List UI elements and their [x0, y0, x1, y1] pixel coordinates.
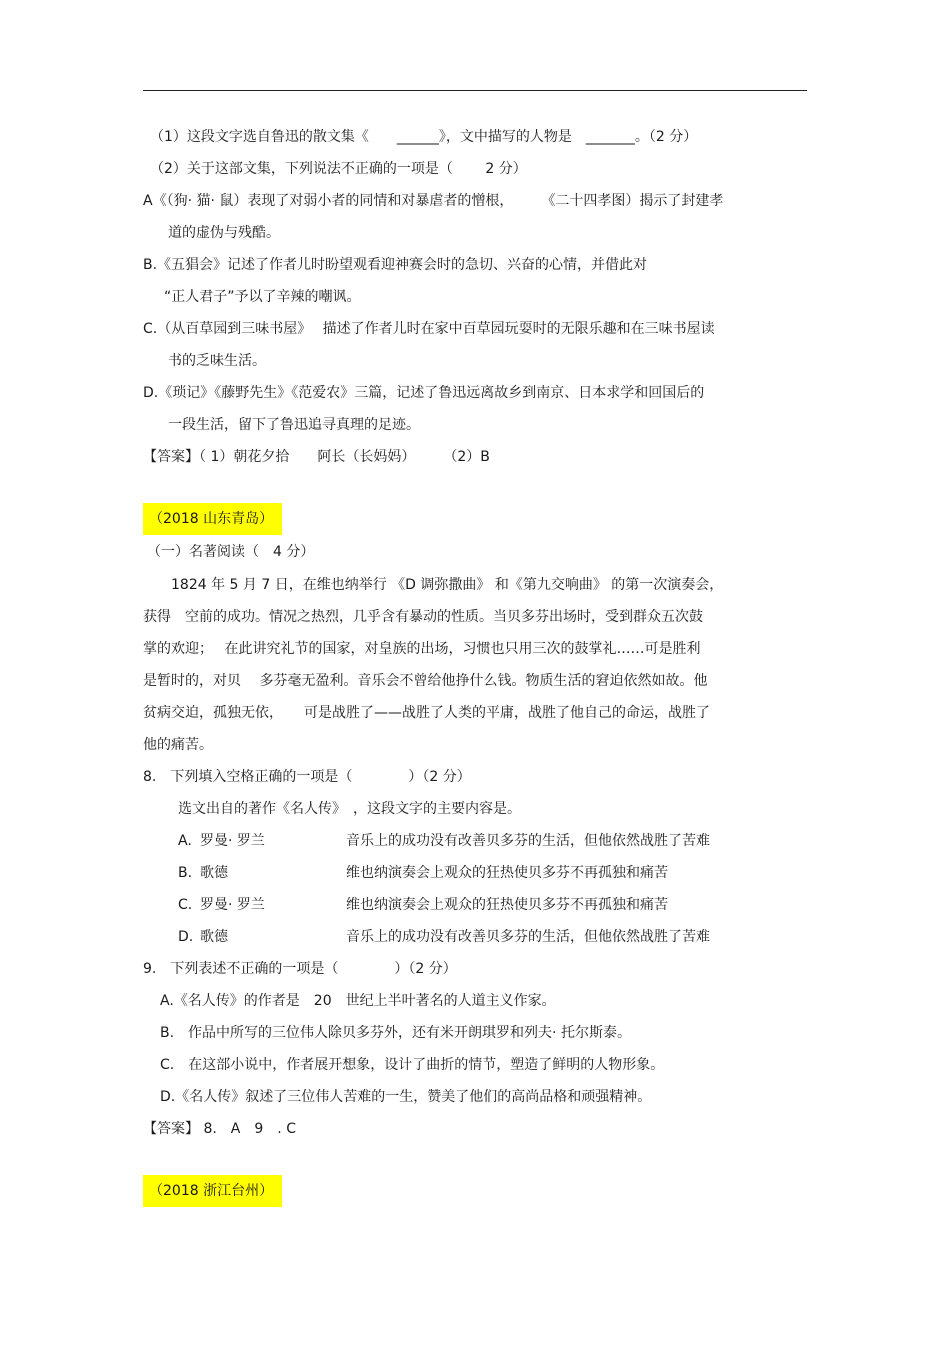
header-rule: [143, 90, 807, 91]
q9-option-a: A.《名人传》的作者是 20 世纪上半叶著名的人道主义作家。: [160, 993, 556, 1009]
option-b-line1: B.《五猖会》记述了作者儿时盼望观看迎神赛会时的急切、兴奋的心情，并借此对: [143, 257, 648, 273]
option-name: 罗曼· 罗兰: [200, 897, 265, 913]
question-8-sub: 选文出自的著作《名人传》 ，这段文字的主要内容是。: [178, 801, 521, 817]
option-letter: B.: [178, 865, 193, 881]
option-a-line1: A《（狗· 猫· 鼠）表现了对弱小者的同情和对暴虐者的憎根， 《二十四孝图）揭示了封建孝: [143, 193, 724, 209]
option-content: 音乐上的成功没有改善贝多芬的生活，但他依然战胜了苦难: [346, 929, 710, 945]
answer-1: 【答案】（ 1）朝花夕拾 阿长（长妈妈） （2）B: [143, 449, 490, 465]
passage-line: 他的痛苦。: [143, 737, 213, 753]
option-letter: A.: [178, 833, 192, 849]
option-c-line2: 书的乏味生活。: [168, 353, 266, 369]
option-letter: D.: [178, 929, 194, 945]
q9-option-b: B. 作品中所写的三位伟人除贝多芬外，还有米开朗琪罗和列夫· 托尔斯泰。: [160, 1025, 631, 1041]
option-name: 歌德: [200, 929, 228, 945]
option-content: 维也纳演奏会上观众的狂热使贝多芬不再孤独和痛苦: [346, 865, 668, 881]
passage-line: 1824 年 5 月 7 日，在维也纳举行 《D 调弥撒曲》 和《第九交响曲》 的第一次演奏会，: [143, 577, 724, 593]
q9-option-c: C. 在这部小说中，作者展开想象，设计了曲折的情节，塑造了鲜明的人物形象。: [160, 1057, 665, 1073]
passage-line: 贫病交迫，孤独无依， 可是战胜了——战胜了人类的平庸，战胜了他自己的命运，战胜了: [143, 705, 710, 721]
option-c-line1: C.（从百草园到三味书屋》 描述了作者儿时在家中百草园玩耍时的无限乐趣和在三味书屋读: [143, 321, 715, 337]
question-1: （1）这段文字选自鲁迅的散文集《 ______》，文中描写的人物是 _______。（2 分）: [150, 129, 698, 145]
option-name: 歌德: [200, 865, 228, 881]
option-content: 音乐上的成功没有改善贝多芬的生活，但他依然战胜了苦难: [346, 833, 710, 849]
question-9: 9. 下列表述不正确的一项是（ ）（2 分）: [143, 961, 457, 977]
option-b-line2: “正人君子”予以了辛辣的嘲讽。: [164, 289, 361, 305]
option-content: 维也纳演奏会上观众的狂热使贝多芬不再孤独和痛苦: [346, 897, 668, 913]
answer-2: 【答案】 8. A 9 . C: [143, 1121, 296, 1137]
question-8: 8. 下列填入空格正确的一项是（ ）（2 分）: [143, 769, 471, 785]
source-tag-taizhou: （2018 浙江台州）: [143, 1175, 282, 1207]
option-a-line2: 道的虚伪与残酷。: [168, 225, 280, 241]
passage-line: 掌的欢迎； 在此讲究礼节的国家，对皇族的出场，习惯也只用三次的鼓掌礼……可是胜利: [143, 641, 701, 657]
passage-line: 获得 空前的成功。情况之热烈，几乎含有暴动的性质。当贝多芬出场时，受到群众五次鼓: [143, 609, 703, 625]
question-2: （2）关于这部文集，下列说法不正确的一项是（ 2 分）: [150, 161, 527, 177]
passage-line: 是暂时的，对贝 多芬毫无盈利。音乐会不曾给他挣什么钱。物质生活的窘迫依然如故。他: [143, 673, 708, 689]
option-d-line1: D.《琐记》《藤野先生》《范爱农》三篇，记述了鲁迅远离故乡到南京、日本求学和回国后的: [143, 385, 705, 401]
section-heading: （一）名著阅读（ 4 分）: [147, 544, 315, 560]
q9-option-d: D.《名人传》叙述了三位伟人苦难的一生，赞美了他们的高尚品格和顽强精神。: [160, 1089, 652, 1105]
option-name: 罗曼· 罗兰: [200, 833, 265, 849]
source-tag-qingdao: （2018 山东青岛）: [143, 503, 282, 535]
option-letter: C.: [178, 897, 193, 913]
option-d-line2: 一段生活，留下了鲁迅追寻真理的足迹。: [168, 417, 420, 433]
